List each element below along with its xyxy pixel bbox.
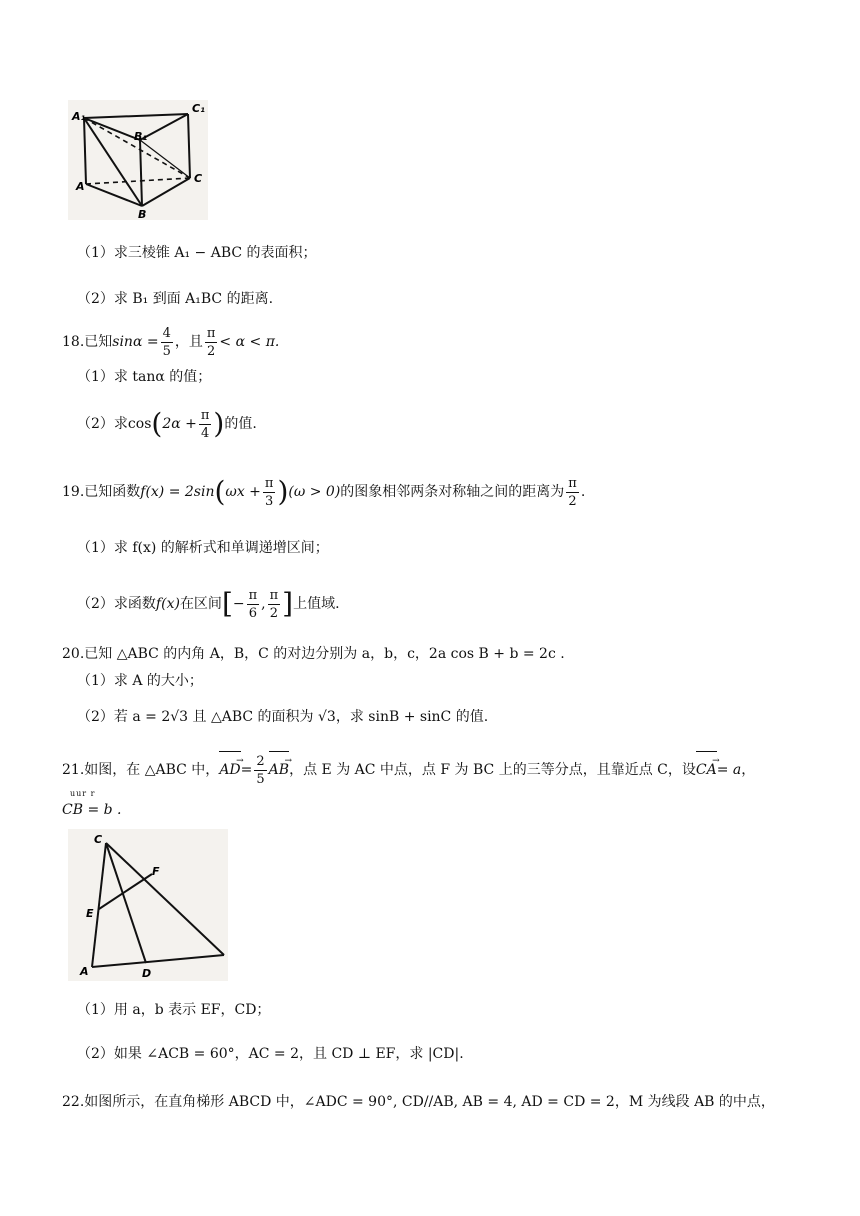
q19-hi-pi: π bbox=[269, 587, 279, 603]
label-b1: B₁ bbox=[134, 130, 148, 143]
q19-prefix: 19.已知函数 bbox=[62, 484, 141, 500]
q19-frac2-two: 2 bbox=[568, 493, 577, 509]
label-c: C bbox=[94, 833, 103, 846]
q18-frac bbox=[161, 325, 173, 360]
q18-cos: cos bbox=[127, 416, 152, 432]
q18-mid: ，且 bbox=[174, 334, 203, 350]
q19-frac bbox=[263, 475, 276, 510]
q21-vec-ca: CA → bbox=[696, 750, 717, 790]
q21-part1: （1）用 a，b 表示 EF，CD； bbox=[77, 1002, 271, 1018]
q19-frac2 bbox=[566, 475, 579, 510]
label-f: F bbox=[152, 865, 160, 878]
q17-part1: （1）求三棱锥 A₁ − ABC 的表面积； bbox=[77, 245, 317, 261]
q18-pi-frac bbox=[205, 325, 218, 360]
q18-part2-frac bbox=[199, 407, 212, 442]
q21-prefix: 21.如图，在 △ABC 中， bbox=[62, 762, 220, 778]
q21-stem bbox=[62, 750, 820, 790]
label-d: D bbox=[142, 967, 152, 980]
q18-paren-close: ) bbox=[213, 407, 225, 440]
label-a1: A₁ bbox=[72, 110, 86, 123]
q18-part2-four: 4 bbox=[201, 425, 210, 441]
q19-bracket-close: ] bbox=[282, 587, 294, 620]
q18-paren-open: ( bbox=[151, 407, 163, 440]
q21-artifact: uur r bbox=[70, 789, 96, 798]
prism-figure bbox=[68, 100, 208, 220]
q21-frac-den: 5 bbox=[256, 771, 265, 787]
q19-tail: . bbox=[580, 484, 586, 500]
q19-part1: （1）求 f(x) 的解析式和单调递增区间； bbox=[77, 540, 329, 556]
q21-vec-ad: AD → bbox=[219, 750, 240, 790]
q19-hi-two: 2 bbox=[269, 605, 279, 621]
q21-mid: ，点 E 为 AC 中点，点 F 为 BC 上的三等分点，且靠近点 C，设 bbox=[289, 762, 696, 778]
q19-bracket-open: [ bbox=[221, 587, 233, 620]
q19-part2-mid: 在区间 bbox=[179, 596, 222, 612]
q19-paren-close: ) bbox=[277, 475, 289, 508]
q18-expr: 2α + bbox=[162, 416, 197, 432]
q19-part2-tail: 上值域. bbox=[293, 596, 340, 612]
q21-frac bbox=[254, 753, 266, 788]
label-a: A bbox=[76, 180, 85, 193]
label-c: C bbox=[194, 172, 203, 185]
q19-frac-lo bbox=[247, 587, 260, 622]
q18-part2-tail: 的值. bbox=[224, 416, 257, 432]
q19-arg: ωx + bbox=[225, 484, 261, 500]
q19-stem bbox=[62, 472, 820, 512]
q18-part2 bbox=[77, 404, 820, 444]
label-a: A bbox=[80, 965, 89, 978]
q19-mid: 的图象相邻两条对称轴之间的距离为 bbox=[340, 484, 565, 500]
q19-lo-pi: π bbox=[248, 587, 258, 603]
triangle-figure bbox=[68, 829, 228, 981]
label-b: B bbox=[138, 208, 147, 220]
q21-line2: CB = b . bbox=[62, 802, 122, 818]
q18-frac-den: 5 bbox=[162, 343, 171, 359]
label-e: E bbox=[86, 907, 94, 920]
q18-part1: （1）求 tanα 的值； bbox=[77, 369, 212, 385]
q19-neg: − bbox=[232, 596, 245, 612]
q21-eq: = bbox=[240, 762, 253, 778]
q18-sin: sinα = bbox=[112, 334, 159, 350]
q19-part2-func: f(x) bbox=[155, 596, 180, 612]
q19-func: f(x) = 2sin bbox=[140, 484, 215, 500]
q19-comma: , bbox=[261, 596, 266, 612]
q21-frac-num: 2 bbox=[256, 753, 265, 769]
q21-part2: （2）如果 ∠ACB = 60°，AC = 2，且 CD ⊥ EF，求 |CD|. bbox=[77, 1046, 464, 1062]
q18-tail: < α < π. bbox=[219, 334, 280, 350]
q18-part2-pi: π bbox=[200, 407, 210, 423]
q21-vec-ab: AB → bbox=[269, 750, 289, 790]
q19-part2 bbox=[77, 584, 820, 624]
q19-lo-six: 6 bbox=[248, 605, 258, 621]
triangle-diagram bbox=[68, 829, 228, 981]
q19-frac-pi: π bbox=[264, 475, 274, 491]
label-c1: C₁ bbox=[192, 102, 205, 115]
q20-part1: （1）求 A 的大小； bbox=[77, 673, 203, 689]
q21-tail: ， bbox=[741, 762, 756, 778]
q20-part2: （2）若 a = 2√3 且 △ABC 的面积为 √3，求 sinB + sinC 的值. bbox=[77, 709, 489, 725]
q18-pi-num: π bbox=[206, 325, 216, 341]
q20-stem: 20.已知 △ABC 的内角 A，B，C 的对边分别为 a，b，c，2a cos B + b = 2c . bbox=[62, 646, 565, 662]
q18-part2-prefix: （2）求 bbox=[77, 416, 128, 432]
q19-frac2-pi: π bbox=[568, 475, 577, 491]
q18-pi-den: 2 bbox=[207, 343, 216, 359]
q19-paren-open: ( bbox=[214, 475, 226, 508]
q19-frac-three: 3 bbox=[265, 493, 274, 509]
q19-cond: (ω > 0) bbox=[288, 484, 341, 500]
q22-stem: 22.如图所示，在直角梯形 ABCD 中，∠ADC = 90°, CD//AB, AB = 4, AD = CD = 2，M 为线段 AB 的中点， bbox=[62, 1094, 775, 1110]
prism-diagram bbox=[68, 100, 208, 220]
q21-a: = a bbox=[716, 762, 742, 778]
q18-prefix: 18.已知 bbox=[62, 334, 113, 350]
q19-part2-prefix: （2）求函数 bbox=[77, 596, 156, 612]
q19-frac-hi bbox=[268, 587, 281, 622]
q18-stem bbox=[62, 324, 820, 360]
q18-frac-num: 4 bbox=[162, 325, 171, 341]
q17-part2: （2）求 B₁ 到面 A₁BC 的距离. bbox=[77, 291, 274, 307]
